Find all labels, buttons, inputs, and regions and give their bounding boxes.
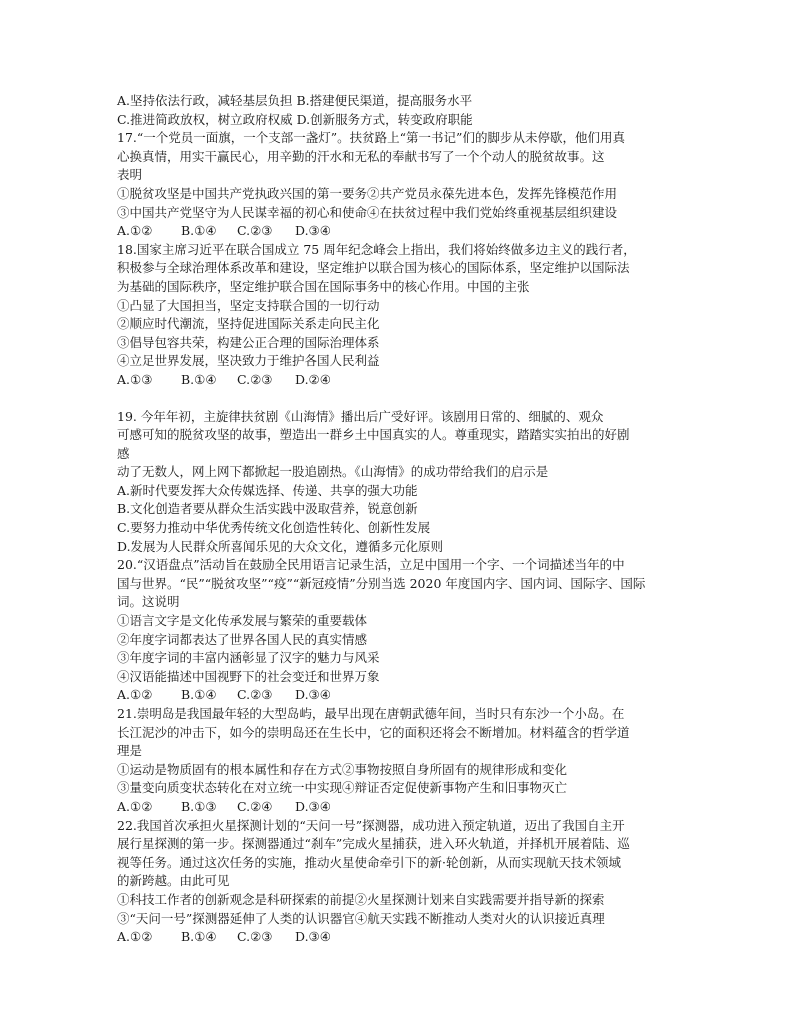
question-text: 22.我国首次承担火星探测计划的“天问一号”探测器，成功进入预定轨道，迈出了我国自主开 — [117, 817, 625, 833]
question-text: 展行星探测的第一步。探测器通过“刹车”完成火星捕获，进入环火轨道，并择机开展着陆、巡 — [117, 836, 630, 852]
question-text: 19. 今年年初，主旋律扶贫剧《山海情》播出后广受好评。该剧用日常的、细腻的、观众 — [117, 408, 604, 424]
question-text: 积极参与全球治理体系改革和建设，坚定维护以联合国为核心的国际体系，坚定维护以国际法 — [117, 260, 630, 276]
exam-page — [117, 92, 677, 947]
answer-options — [117, 371, 677, 390]
option-c: C.②③ — [237, 223, 273, 239]
statement-line: ③“天问一号”探测器延伸了人类的认识器官④航天实践不断推动人类对火的认识接近真理 — [117, 910, 605, 926]
question-text: 为基础的国际秩序，坚定维护联合国在国际事务中的核心作用。中国的主张 — [117, 278, 530, 294]
statement-line: ②顺应时代潮流，坚持促进国际关系走向民主化 — [117, 316, 380, 332]
question-text: 20.“汉语盘点”活动旨在鼓励全民用语言记录生活，立足中国用一个字、一个词描述当年的中 — [117, 557, 625, 573]
question-text: 表明 — [117, 167, 143, 183]
question-18 — [117, 241, 677, 390]
question-21 — [117, 705, 677, 817]
option-b: B.①③ — [181, 798, 217, 814]
statement-line: ④汉语能描述中国视野下的社会变迁和世界万象 — [117, 668, 380, 684]
question-22 — [117, 817, 677, 947]
statement-line: ③量变向质变状态转化在对立统一中实现④辩证否定促使新事物产生和旧事物灭亡 — [117, 780, 568, 796]
question-text: 18.国家主席习近平在联合国成立 75 周年纪念峰会上指出，我们将始终做多边主义的践行者， — [117, 241, 636, 257]
statement-line: ①脱贫攻坚是中国共产党执政兴国的第一要务②共产党员永葆先进本色，发挥先锋模范作用 — [117, 185, 618, 201]
question-text: 视等任务。通过这次任务的实施，推动火星使命牵引下的新·轮创新，从而实现航天技术领域 — [117, 854, 621, 870]
question-text: 心换真情，用实干赢民心，用辛勤的汗水和无私的奉献书写了一个个动人的脱贫故事。这 — [117, 148, 605, 164]
prev-option-line-1: A.坚持依法行政，减轻基层负担 B.搭建便民渠道，提高服务水平 — [117, 93, 473, 108]
question-text: 长江泥沙的冲击下，如今的崇明岛还在生长中，它的面积还将会不断增加。材料蕴含的哲学道 — [117, 724, 630, 740]
option-c: C.②③ — [237, 929, 273, 945]
option-b: B.①④ — [181, 371, 217, 387]
question-text: 动了无数人，网上网下都掀起一股追剧热。《山海情》的成功带给我们的启示是 — [117, 464, 549, 480]
option-a: A.①② — [117, 687, 153, 703]
option-a: A.①② — [117, 798, 153, 814]
statement-line: ①科技工作者的创新观念是科研探索的前提②火星探测计划来自实践需要并指导新的探索 — [117, 891, 605, 907]
option-a: A.①③ — [117, 371, 153, 387]
option-d: D.③④ — [295, 223, 331, 239]
option-c: C.②③ — [237, 687, 273, 703]
option-d: D.发展为人民群众所喜闻乐见的大众文化，遵循多元化原则 — [117, 538, 444, 554]
question-17 — [117, 129, 677, 241]
question-text: 词。这说明 — [117, 594, 180, 610]
question-text: 21.崇明岛是我国最年轻的大型岛屿，最早出现在唐朝武德年间，当时只有东沙一个小岛。在 — [117, 706, 625, 721]
statement-line: ③倡导包容共荣，构建公正合理的国际治理体系 — [117, 334, 380, 350]
statement-line: ①语言文字是文化传承发展与繁荣的重要载体 — [117, 613, 368, 629]
prev-option-line-2: C.推进简政放权，树立政府权威 D.创新服务方式，转变政府职能 — [117, 111, 473, 127]
question-text: 国与世界。“民”“脱贫攻坚”“疫”“新冠疫情”分别当选 2020 年度国内字、国内词、国际字、国际 — [117, 575, 646, 591]
option-a: A.新时代要发挥大众传媒选择、传递、共享的强大功能 — [117, 482, 418, 498]
option-c: C.②④ — [237, 798, 273, 814]
option-d: D.③④ — [295, 929, 331, 945]
option-b: B.①④ — [181, 687, 217, 703]
question-text: 理是 — [117, 743, 143, 759]
option-c: C.②③ — [237, 371, 273, 387]
statement-line: ①运动是物质固有的根本属性和存在方式②事物按照自身所固有的规律形成和变化 — [117, 761, 568, 777]
option-c: C.要努力推动中华优秀传统文化创造性转化、创新性发展 — [117, 520, 431, 536]
question-text: 的新跨越。由此可见 — [117, 873, 230, 889]
statement-line: ③年度字词的丰富内涵彰显了汉字的魅力与风采 — [117, 650, 380, 666]
statement-line: ①凸显了大国担当，坚定支持联合国的一切行动 — [117, 297, 380, 313]
answer-options — [117, 686, 677, 705]
option-d: D.②④ — [295, 371, 331, 387]
answer-options — [117, 798, 677, 817]
option-b: B.文化创造者要从群众生活实践中汲取营养，锐意创新 — [117, 501, 418, 517]
answer-options — [117, 928, 677, 947]
statement-line: ③中国共产党坚守为人民谋幸福的初心和使命④在扶贫过程中我们党始终重视基层组织建设 — [117, 204, 618, 220]
statement-line: ②年度字词都表达了世界各国人民的真实情感 — [117, 631, 368, 647]
question-20 — [117, 556, 677, 705]
question-19 — [117, 408, 677, 557]
option-d: D.③④ — [295, 798, 331, 814]
question-text: 可感可知的脱贫攻坚的故事，塑造出一群乡土中国真实的人。尊重现实，踏踏实实拍出的好剧 — [117, 427, 630, 443]
question-text: 17.“一个党员一面旗，一个支部一盏灯”。扶贫路上“第一书记”们的脚步从未停歇，他们用真 — [117, 130, 625, 146]
option-b: B.①④ — [181, 223, 217, 239]
answer-options — [117, 222, 677, 241]
spacer — [117, 390, 677, 408]
option-a: A.①② — [117, 929, 153, 945]
statement-line: ④立足世界发展，坚决致力于维护各国人民利益 — [117, 353, 380, 369]
question-text: 感 — [117, 445, 130, 461]
option-d: D.③④ — [295, 687, 331, 703]
option-b: B.①④ — [181, 929, 217, 945]
option-a: A.①② — [117, 223, 153, 239]
